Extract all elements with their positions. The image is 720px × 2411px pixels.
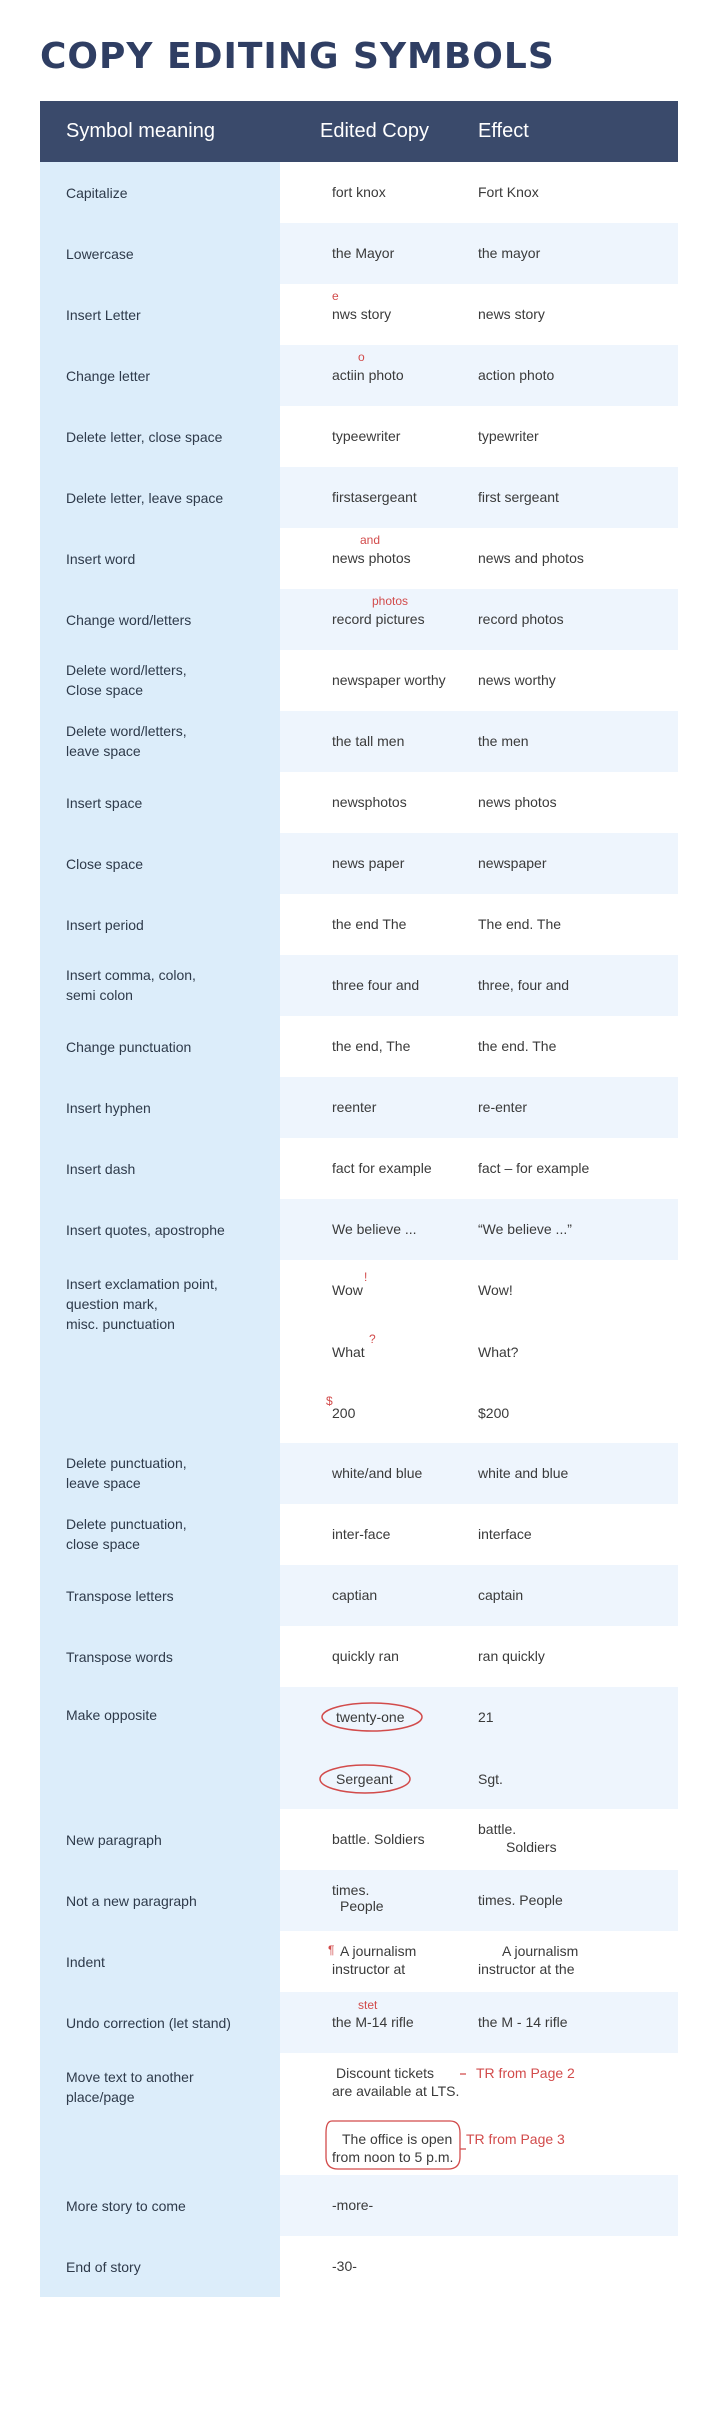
symbol-meaning-label: Make opposite bbox=[66, 1707, 158, 1723]
edited-copy-cell bbox=[280, 1687, 466, 1809]
symbol-meaning-label: Delete punctuation, bbox=[66, 1455, 187, 1471]
effect-text: A journalism bbox=[502, 1943, 579, 1959]
edited-copy-cell bbox=[280, 711, 466, 772]
effect-cell bbox=[466, 955, 678, 1016]
correction-mark: ! bbox=[364, 1270, 368, 1284]
symbol-meaning-cell bbox=[40, 1138, 280, 1199]
header-symbol-meaning: Symbol meaning bbox=[66, 120, 215, 142]
symbol-meaning-cell bbox=[40, 1870, 280, 1931]
edited-copy-cell bbox=[280, 1626, 466, 1687]
effect-text: times. People bbox=[478, 1892, 563, 1908]
table-row bbox=[40, 1504, 678, 1565]
symbol-meaning-label: Delete letter, leave space bbox=[66, 489, 224, 506]
correction-mark: photos bbox=[372, 594, 409, 608]
symbol-meaning-cell bbox=[40, 589, 280, 650]
edited-copy-text: What bbox=[332, 1344, 365, 1360]
edited-copy-text: Sergeant bbox=[336, 1771, 393, 1787]
symbol-meaning-label: Delete word/letters, bbox=[66, 723, 187, 739]
symbol-meaning-cell bbox=[40, 1809, 280, 1870]
effect-cell bbox=[466, 2236, 678, 2297]
symbol-meaning-cell bbox=[40, 894, 280, 955]
effect-cell bbox=[466, 2053, 678, 2175]
edited-copy-text: A journalism bbox=[340, 1943, 417, 1959]
symbol-meaning-label: Change punctuation bbox=[66, 1038, 192, 1055]
edited-copy-text: fort knox bbox=[332, 184, 386, 200]
table-row bbox=[40, 284, 678, 345]
edited-copy-cell bbox=[280, 894, 466, 955]
symbol-meaning-label: Insert comma, colon, bbox=[66, 967, 196, 983]
correction-mark: e bbox=[332, 289, 339, 303]
symbol-meaning-label: Insert dash bbox=[66, 1160, 136, 1177]
edited-copy-text: firstasergeant bbox=[332, 489, 417, 505]
edited-copy-cell bbox=[280, 1992, 466, 2053]
effect-cell bbox=[466, 1992, 678, 2053]
edited-copy-cell bbox=[280, 162, 466, 223]
symbol-meaning-label: Indent bbox=[66, 1953, 105, 1970]
effect-cell bbox=[466, 650, 678, 711]
edited-copy-text: -more- bbox=[332, 2197, 374, 2213]
symbol-meaning-label: question mark, bbox=[66, 1296, 158, 1312]
edited-copy-text: newspaper worthy bbox=[332, 672, 446, 688]
circle-marks bbox=[280, 1687, 466, 1809]
edited-copy-text: The office is open bbox=[342, 2131, 453, 2147]
effect-text: first sergeant bbox=[478, 489, 559, 505]
header-effect: Effect bbox=[478, 120, 529, 142]
edited-copy-text: three four and bbox=[332, 977, 420, 993]
symbol-meaning-label: misc. punctuation bbox=[66, 1316, 175, 1332]
page-title: COPY EDITING SYMBOLS bbox=[40, 36, 555, 77]
symbol-meaning-label: Insert quotes, apostrophe bbox=[66, 1221, 225, 1238]
table-row bbox=[40, 528, 678, 589]
effect-cell bbox=[466, 1626, 678, 1687]
edited-copy-cell bbox=[280, 528, 466, 589]
effect-cell bbox=[466, 833, 678, 894]
table-row bbox=[40, 1870, 678, 1931]
symbol-meaning-label: Delete word/letters, bbox=[66, 662, 187, 678]
effect-cell bbox=[466, 1931, 678, 1992]
effect-cell bbox=[466, 406, 678, 467]
effect-cell bbox=[466, 711, 678, 772]
edited-copy-text: news photos bbox=[332, 550, 411, 566]
table-row bbox=[40, 1199, 678, 1260]
edited-copy-cell bbox=[280, 1809, 466, 1870]
table-row bbox=[40, 1626, 678, 1687]
symbol-meaning-cell bbox=[40, 528, 280, 589]
edited-copy-text: news paper bbox=[332, 855, 405, 871]
edited-copy-cell bbox=[280, 650, 466, 711]
effect-cell bbox=[466, 345, 678, 406]
effect-text: record photos bbox=[478, 611, 564, 627]
effect-text: TR from Page 2 bbox=[476, 2065, 575, 2081]
symbol-meaning-cell bbox=[40, 2053, 280, 2175]
header-edited-copy: Edited Copy bbox=[320, 120, 429, 142]
edited-copy-text: record pictures bbox=[332, 611, 425, 627]
edited-copy-text: the tall men bbox=[332, 733, 405, 749]
effect-text: the end. The bbox=[478, 1038, 557, 1054]
symbol-meaning-cell bbox=[40, 1199, 280, 1260]
edited-copy-text: Discount tickets bbox=[336, 2065, 435, 2081]
symbol-meaning-label: Transpose letters bbox=[66, 1587, 174, 1604]
edited-copy-text: -30- bbox=[332, 2258, 357, 2274]
edited-copy-text: captian bbox=[332, 1587, 378, 1603]
effect-cell bbox=[466, 772, 678, 833]
edited-copy-text: battle. Soldiers bbox=[332, 1831, 425, 1847]
edited-copy-cell bbox=[280, 1138, 466, 1199]
table-row bbox=[40, 589, 678, 650]
symbol-meaning-label: Lowercase bbox=[66, 245, 134, 262]
effect-text: action photo bbox=[478, 367, 555, 383]
effect-text: white and blue bbox=[478, 1465, 569, 1481]
effect-text: Soldiers bbox=[506, 1839, 557, 1855]
symbol-meaning-cell bbox=[40, 1260, 280, 1443]
edited-copy-cell bbox=[280, 1260, 466, 1443]
symbol-meaning-label: Insert hyphen bbox=[66, 1099, 151, 1116]
edited-copy-cell bbox=[280, 1016, 466, 1077]
edited-copy-cell bbox=[280, 589, 466, 650]
effect-text: “We believe ...” bbox=[478, 1221, 572, 1237]
table-row bbox=[40, 1931, 678, 1992]
symbol-meaning-cell bbox=[40, 1626, 280, 1687]
symbol-meaning-cell bbox=[40, 1443, 280, 1504]
symbol-meaning-label: Insert period bbox=[66, 916, 144, 933]
symbol-meaning-label: close space bbox=[66, 1536, 140, 1552]
table-row bbox=[40, 223, 678, 284]
symbols-table bbox=[40, 101, 678, 2297]
table-row bbox=[40, 894, 678, 955]
table-row bbox=[40, 1443, 678, 1504]
edited-copy-cell bbox=[280, 1199, 466, 1260]
effect-cell bbox=[466, 894, 678, 955]
effect-text: newspaper bbox=[478, 855, 547, 871]
symbol-meaning-label: Transpose words bbox=[66, 1648, 173, 1665]
symbol-meaning-label: Insert space bbox=[66, 794, 143, 811]
symbol-meaning-cell bbox=[40, 711, 280, 772]
symbol-meaning-cell bbox=[40, 162, 280, 223]
table-row bbox=[40, 772, 678, 833]
symbol-meaning-cell bbox=[40, 955, 280, 1016]
effect-text: ran quickly bbox=[478, 1648, 545, 1664]
table-row bbox=[40, 2053, 678, 2175]
effect-text: battle. bbox=[478, 1821, 517, 1837]
symbol-meaning-label: Change letter bbox=[66, 367, 151, 384]
effect-text: instructor at the bbox=[478, 1961, 575, 1977]
table-row bbox=[40, 1260, 678, 1443]
effect-text: the M - 14 rifle bbox=[478, 2014, 568, 2030]
edited-copy-cell bbox=[280, 2053, 466, 2175]
edited-copy-cell bbox=[280, 1565, 466, 1626]
edited-copy-cell bbox=[280, 1504, 466, 1565]
effect-text: the men bbox=[478, 733, 529, 749]
edited-copy-text: the end, The bbox=[332, 1038, 411, 1054]
edited-copy-text: are available at LTS. bbox=[332, 2083, 460, 2099]
table-row bbox=[40, 2175, 678, 2236]
effect-cell bbox=[466, 284, 678, 345]
table-row bbox=[40, 1565, 678, 1626]
edited-copy-cell bbox=[280, 772, 466, 833]
effect-text: typewriter bbox=[478, 428, 539, 444]
effect-cell bbox=[466, 1687, 678, 1809]
effect-cell bbox=[466, 467, 678, 528]
edited-copy-text: the M-14 rifle bbox=[332, 2014, 414, 2030]
symbol-meaning-label: Undo correction (let stand) bbox=[66, 2014, 231, 2031]
edited-copy-cell bbox=[280, 2236, 466, 2297]
symbol-meaning-label: Close space bbox=[66, 682, 144, 698]
effect-cell bbox=[466, 1504, 678, 1565]
table-row bbox=[40, 1687, 678, 1809]
symbol-meaning-label: Insert exclamation point, bbox=[66, 1276, 218, 1292]
edited-copy-cell bbox=[280, 223, 466, 284]
symbol-meaning-cell bbox=[40, 1931, 280, 1992]
symbol-meaning-label: place/page bbox=[66, 2089, 135, 2105]
table-row bbox=[40, 1992, 678, 2053]
effect-text: news and photos bbox=[478, 550, 584, 566]
edited-copy-text: twenty-one bbox=[336, 1709, 405, 1725]
edited-copy-text: times. bbox=[332, 1882, 370, 1898]
symbol-meaning-cell bbox=[40, 1077, 280, 1138]
effect-cell bbox=[466, 1138, 678, 1199]
symbol-meaning-cell bbox=[40, 1687, 280, 1809]
symbol-meaning-label: New paragraph bbox=[66, 1831, 162, 1848]
edited-copy-text: the end The bbox=[332, 916, 407, 932]
correction-mark: $ bbox=[326, 1394, 333, 1408]
effect-text: news worthy bbox=[478, 672, 556, 688]
symbol-meaning-cell bbox=[40, 1016, 280, 1077]
table-row bbox=[40, 467, 678, 528]
edited-copy-cell bbox=[280, 1077, 466, 1138]
effect-cell bbox=[466, 1443, 678, 1504]
symbol-meaning-label: Move text to another bbox=[66, 2069, 194, 2085]
effect-text: TR from Page 3 bbox=[466, 2131, 565, 2147]
symbol-meaning-label: leave space bbox=[66, 1475, 141, 1491]
edited-copy-text: quickly ran bbox=[332, 1648, 399, 1664]
effect-text: re-enter bbox=[478, 1099, 528, 1115]
symbol-meaning-cell bbox=[40, 2236, 280, 2297]
table-row bbox=[40, 406, 678, 467]
effect-text: 21 bbox=[478, 1709, 494, 1725]
effect-cell bbox=[466, 1870, 678, 1931]
effect-cell bbox=[466, 162, 678, 223]
edited-copy-text: We believe ... bbox=[332, 1221, 417, 1237]
symbol-meaning-label: Not a new paragraph bbox=[66, 1892, 197, 1909]
symbol-meaning-cell bbox=[40, 1504, 280, 1565]
effect-cell bbox=[466, 528, 678, 589]
symbol-meaning-cell bbox=[40, 833, 280, 894]
symbol-meaning-cell bbox=[40, 284, 280, 345]
edited-copy-cell bbox=[280, 955, 466, 1016]
symbol-meaning-cell bbox=[40, 650, 280, 711]
symbol-meaning-label: Delete letter, close space bbox=[66, 428, 223, 445]
symbol-meaning-cell bbox=[40, 467, 280, 528]
symbol-meaning-cell bbox=[40, 406, 280, 467]
effect-cell bbox=[466, 589, 678, 650]
edited-copy-cell bbox=[280, 1443, 466, 1504]
edited-copy-text: actiin photo bbox=[332, 367, 404, 383]
symbol-meaning-cell bbox=[40, 2175, 280, 2236]
table-row bbox=[40, 345, 678, 406]
edited-copy-text: inter-face bbox=[332, 1526, 391, 1542]
effect-text: three, four and bbox=[478, 977, 570, 993]
edited-copy-text: from noon to 5 p.m. bbox=[332, 2149, 454, 2165]
symbol-meaning-cell bbox=[40, 772, 280, 833]
edited-copy-text: typeewriter bbox=[332, 428, 401, 444]
symbol-meaning-label: More story to come bbox=[66, 2197, 186, 2214]
symbol-meaning-label: Delete punctuation, bbox=[66, 1516, 187, 1532]
effect-text: What? bbox=[478, 1344, 519, 1360]
table-header bbox=[40, 101, 678, 162]
edited-copy-cell bbox=[280, 1870, 466, 1931]
edited-copy-text: instructor at bbox=[332, 1961, 406, 1977]
symbol-meaning-cell bbox=[40, 1992, 280, 2053]
table-row bbox=[40, 162, 678, 223]
table-row bbox=[40, 1809, 678, 1870]
effect-cell bbox=[466, 1016, 678, 1077]
effect-cell bbox=[466, 1077, 678, 1138]
table-row bbox=[40, 2236, 678, 2297]
effect-text: Wow! bbox=[478, 1282, 513, 1298]
edited-copy-text: nws story bbox=[332, 306, 392, 322]
effect-cell bbox=[466, 1809, 678, 1870]
table-row bbox=[40, 1077, 678, 1138]
symbol-meaning-label: Insert word bbox=[66, 550, 136, 567]
edited-copy-text: the Mayor bbox=[332, 245, 395, 261]
effect-text: Fort Knox bbox=[478, 184, 539, 200]
table-row bbox=[40, 1138, 678, 1199]
edited-copy-cell bbox=[280, 345, 466, 406]
edited-copy-text: white/and blue bbox=[332, 1465, 423, 1481]
table-row bbox=[40, 833, 678, 894]
correction-mark: ? bbox=[369, 1332, 376, 1346]
symbol-meaning-label: leave space bbox=[66, 743, 141, 759]
effect-cell bbox=[466, 2175, 678, 2236]
edited-copy-cell bbox=[280, 406, 466, 467]
symbol-meaning-label: End of story bbox=[66, 2258, 141, 2275]
edited-copy-text: reenter bbox=[332, 1099, 377, 1115]
edited-copy-text: Wow bbox=[332, 1282, 363, 1298]
symbol-meaning-label: Insert Letter bbox=[66, 306, 141, 323]
edited-copy-cell bbox=[280, 833, 466, 894]
correction-mark: ¶ bbox=[328, 1943, 335, 1957]
effect-text: The end. The bbox=[478, 916, 562, 932]
edited-copy-text: newsphotos bbox=[332, 794, 407, 810]
effect-cell bbox=[466, 1565, 678, 1626]
symbol-meaning-cell bbox=[40, 223, 280, 284]
table-row bbox=[40, 650, 678, 711]
table-body bbox=[40, 162, 678, 2297]
correction-mark: stet bbox=[358, 1998, 378, 2012]
correction-mark: and bbox=[360, 533, 381, 547]
symbol-meaning-label: Close space bbox=[66, 855, 144, 872]
effect-text: interface bbox=[478, 1526, 532, 1542]
effect-text: news story bbox=[478, 306, 545, 322]
effect-cell bbox=[466, 223, 678, 284]
effect-text: news photos bbox=[478, 794, 557, 810]
edited-copy-text: fact for example bbox=[332, 1160, 432, 1176]
effect-text: the mayor bbox=[478, 245, 541, 261]
edited-copy-text: People bbox=[340, 1898, 384, 1914]
table-row bbox=[40, 955, 678, 1016]
edited-copy-cell bbox=[280, 2175, 466, 2236]
effect-text: captain bbox=[478, 1587, 524, 1603]
symbol-meaning-cell bbox=[40, 345, 280, 406]
table-row bbox=[40, 1016, 678, 1077]
effect-cell bbox=[466, 1199, 678, 1260]
effect-text: fact – for example bbox=[478, 1160, 590, 1176]
edited-copy-text: 200 bbox=[332, 1405, 356, 1421]
symbol-meaning-label: Capitalize bbox=[66, 184, 128, 201]
edited-copy-cell bbox=[280, 467, 466, 528]
correction-mark: o bbox=[358, 350, 365, 364]
edited-copy-cell bbox=[280, 1931, 466, 1992]
effect-cell bbox=[466, 1260, 678, 1443]
symbol-meaning-label: Change word/letters bbox=[66, 611, 192, 628]
edited-copy-cell bbox=[280, 284, 466, 345]
symbol-meaning-label: semi colon bbox=[66, 987, 133, 1003]
effect-text: Sgt. bbox=[478, 1771, 503, 1787]
table-row bbox=[40, 711, 678, 772]
symbol-meaning-cell bbox=[40, 1565, 280, 1626]
effect-text: $200 bbox=[478, 1405, 510, 1421]
